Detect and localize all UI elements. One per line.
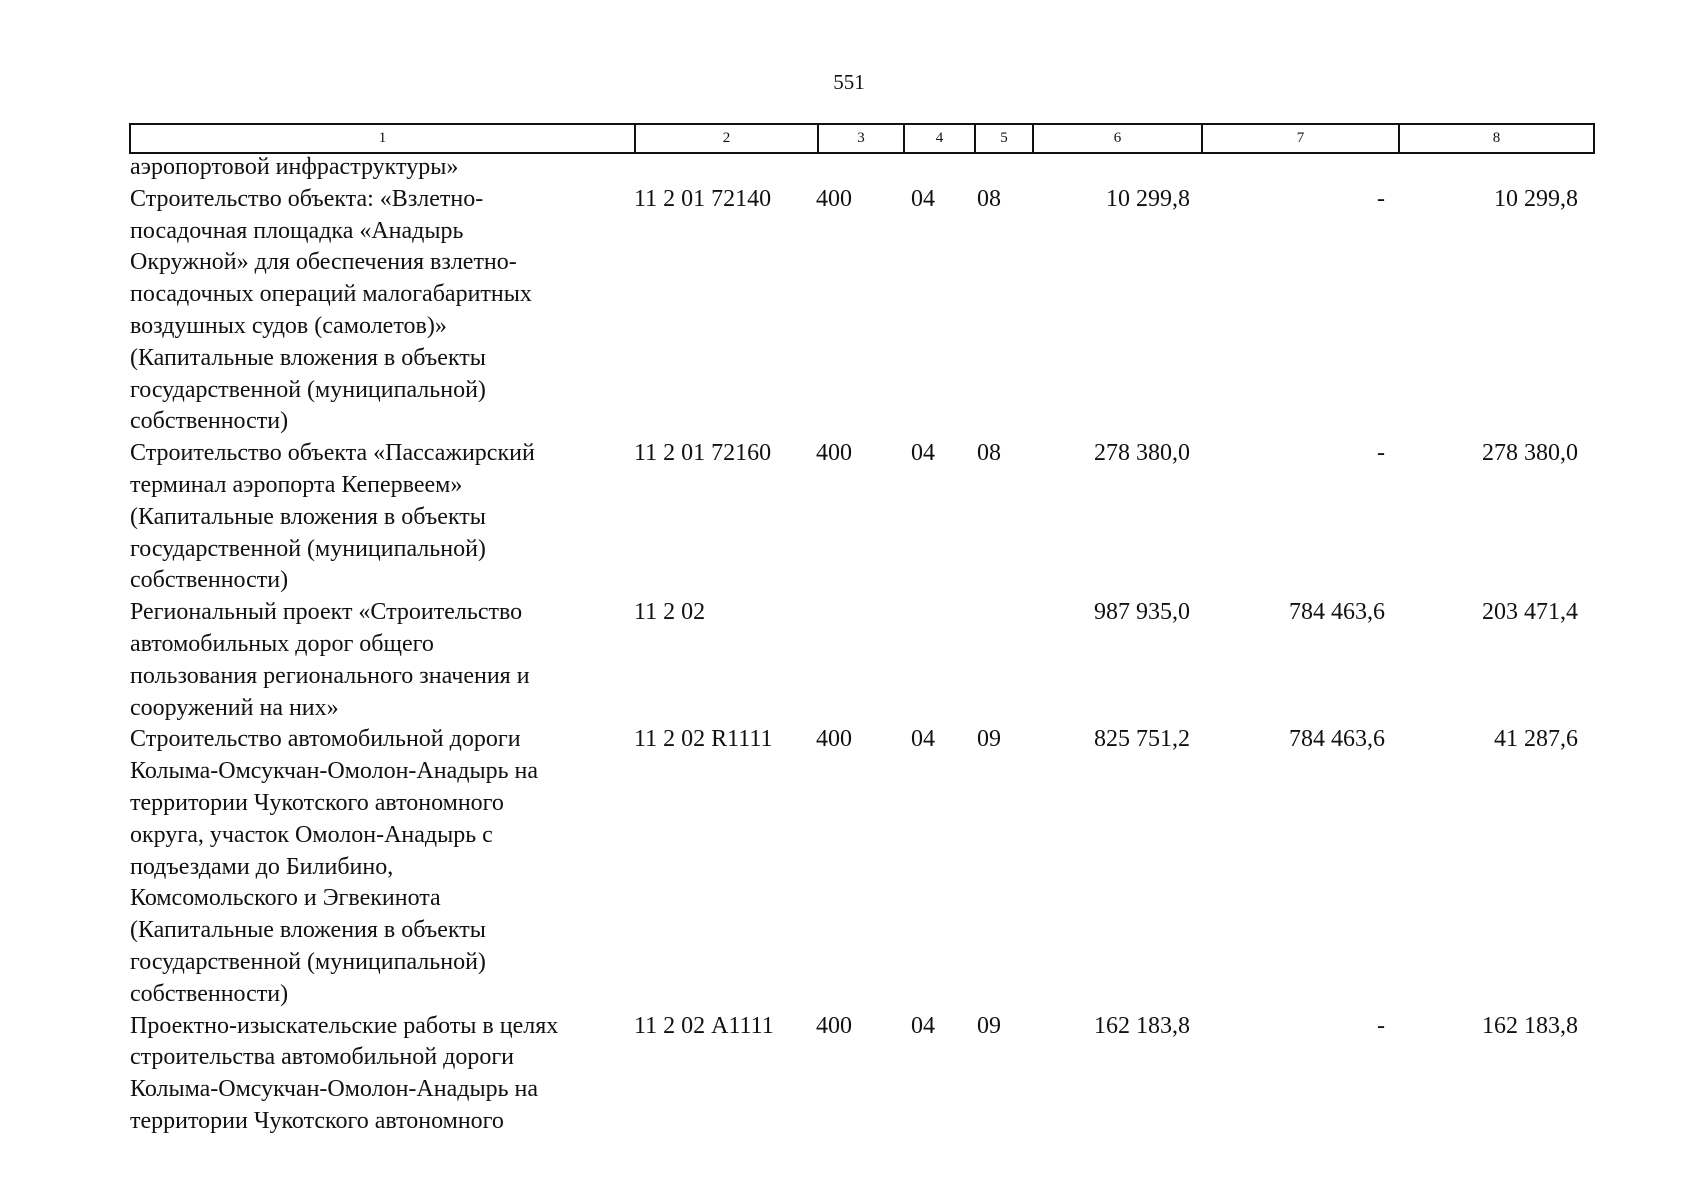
cell-section (898, 152, 967, 184)
cell-name (129, 724, 633, 1010)
page-number: 551 (833, 70, 865, 94)
table-row (129, 438, 1578, 597)
cell-regional: 10 299,8 (1494, 185, 1578, 212)
cell-name-line: территории Чукотского автономного (130, 1107, 504, 1134)
cell-name-line: посадочная площадка «Анадырь (130, 217, 464, 244)
cell-name-line: терминал аэропорта Кепервеем» (130, 471, 463, 498)
cell-total: 162 183,8 (1094, 1012, 1190, 1039)
cell-name-line: Колыма-Омсукчан-Омолон-Анадырь на (130, 758, 539, 785)
cell-section: 04 (911, 1012, 935, 1039)
budget-table-body (129, 152, 1578, 1138)
header-col-3: 3 (818, 124, 904, 153)
header-row (130, 124, 1594, 153)
cell-regional (1385, 152, 1578, 184)
cell-federal (1190, 152, 1385, 184)
cell-expense-type (814, 597, 898, 724)
cell-name-line: Комсомольского и Эгвекинота (130, 885, 441, 912)
cell-name-line: округа, участок Омолон-Анадырь с (130, 821, 493, 848)
cell-name-line: сооружений на них» (130, 694, 339, 721)
cell-name-line: (Капитальные вложения в объекты (130, 917, 486, 944)
cell-expense-type: 400 (816, 440, 852, 467)
cell-federal: - (1377, 1012, 1385, 1039)
table-row (129, 724, 1578, 1010)
cell-name-line: Окружной» для обеспечения взлетно- (130, 249, 517, 276)
cell-name-line: Строительство автомобильной дороги (130, 726, 521, 753)
header-col-5: 5 (975, 124, 1033, 153)
cell-regional: 162 183,8 (1482, 1012, 1578, 1039)
cell-name-line: Строительство объекта «Пассажирский (130, 440, 535, 467)
cell-expense-type (814, 152, 898, 184)
cell-expense-type: 400 (816, 185, 852, 212)
cell-name-line: государственной (муниципальной) (130, 376, 486, 403)
cell-code (633, 152, 814, 184)
cell-name-line: строительства автомобильной дороги (130, 1044, 514, 1071)
cell-name-line: территории Чукотского автономного (130, 789, 504, 816)
cell-name-line: Проектно-изыскательские работы в целях (130, 1012, 559, 1039)
cell-name-line: пользования регионального значения и (130, 662, 530, 689)
cell-section: 04 (911, 726, 935, 753)
cell-name (129, 152, 633, 184)
cell-name-line: собственности) (130, 980, 289, 1007)
cell-name-line: государственной (муниципальной) (130, 948, 486, 975)
header-col-8: 8 (1399, 124, 1594, 153)
cell-subsection: 09 (977, 1012, 1001, 1039)
cell-regional: 278 380,0 (1482, 440, 1578, 467)
table-row (129, 184, 1578, 438)
table-row (129, 597, 1578, 724)
cell-total: 278 380,0 (1094, 440, 1190, 467)
cell-regional: 41 287,6 (1494, 726, 1578, 753)
cell-code: 11 2 02 (634, 599, 706, 626)
cell-name (129, 597, 633, 724)
cell-subsection: 09 (977, 726, 1001, 753)
cell-name-line: государственной (муниципальной) (130, 535, 486, 562)
cell-subsection (967, 597, 1023, 724)
budget-table (129, 152, 1578, 1138)
cell-name (129, 1011, 633, 1138)
cell-name-line: аэропортовой инфраструктуры» (130, 154, 459, 180)
cell-name (129, 184, 633, 438)
cell-code: 11 2 02 А1111 (634, 1012, 774, 1039)
cell-name-line: воздушных судов (самолетов)» (130, 312, 447, 339)
cell-name-line: Региональный проект «Строительство (130, 599, 523, 626)
cell-code: 11 2 02 R1111 (634, 726, 773, 753)
cell-expense-type: 400 (816, 1012, 852, 1039)
cell-name-line: посадочных операций малогабаритных (130, 281, 532, 308)
header-col-4: 4 (904, 124, 975, 153)
cell-total: 10 299,8 (1106, 185, 1190, 212)
cell-subsection (967, 152, 1023, 184)
cell-subsection: 08 (977, 185, 1001, 212)
header-col-2: 2 (635, 124, 818, 153)
cell-name-line: Колыма-Омсукчан-Омолон-Анадырь на (130, 1076, 539, 1103)
cell-name-line: Строительство объекта: «Взлетно- (130, 185, 484, 212)
cell-federal: 784 463,6 (1289, 726, 1385, 753)
cell-total (1023, 152, 1190, 184)
cell-code: 11 2 01 72160 (634, 440, 772, 467)
cell-federal: 784 463,6 (1289, 599, 1385, 626)
cell-name-line: подъездами до Билибино, (130, 853, 394, 880)
cell-section: 04 (911, 440, 935, 467)
cell-name-line: собственности) (130, 408, 289, 435)
cell-expense-type: 400 (816, 726, 852, 753)
cell-total: 987 935,0 (1094, 599, 1190, 626)
header-col-7: 7 (1202, 124, 1399, 153)
header-col-1: 1 (130, 124, 635, 153)
cell-name-line: собственности) (130, 567, 289, 594)
cell-section (898, 597, 967, 724)
cell-name-line: автомобильных дорог общего (130, 630, 434, 657)
table-row (129, 152, 1578, 184)
cell-code: 11 2 01 72140 (634, 185, 772, 212)
cell-federal: - (1377, 440, 1385, 467)
cell-section: 04 (911, 185, 935, 212)
column-number-header (129, 123, 1595, 154)
cell-federal: - (1377, 185, 1385, 212)
cell-name (129, 438, 633, 597)
cell-regional: 203 471,4 (1482, 599, 1578, 626)
cell-name-line: (Капитальные вложения в объекты (130, 503, 486, 530)
cell-name-line: (Капитальные вложения в объекты (130, 344, 486, 371)
header-col-6: 6 (1033, 124, 1202, 153)
cell-subsection: 08 (977, 440, 1001, 467)
cell-total: 825 751,2 (1094, 726, 1190, 753)
table-row (129, 1011, 1578, 1138)
